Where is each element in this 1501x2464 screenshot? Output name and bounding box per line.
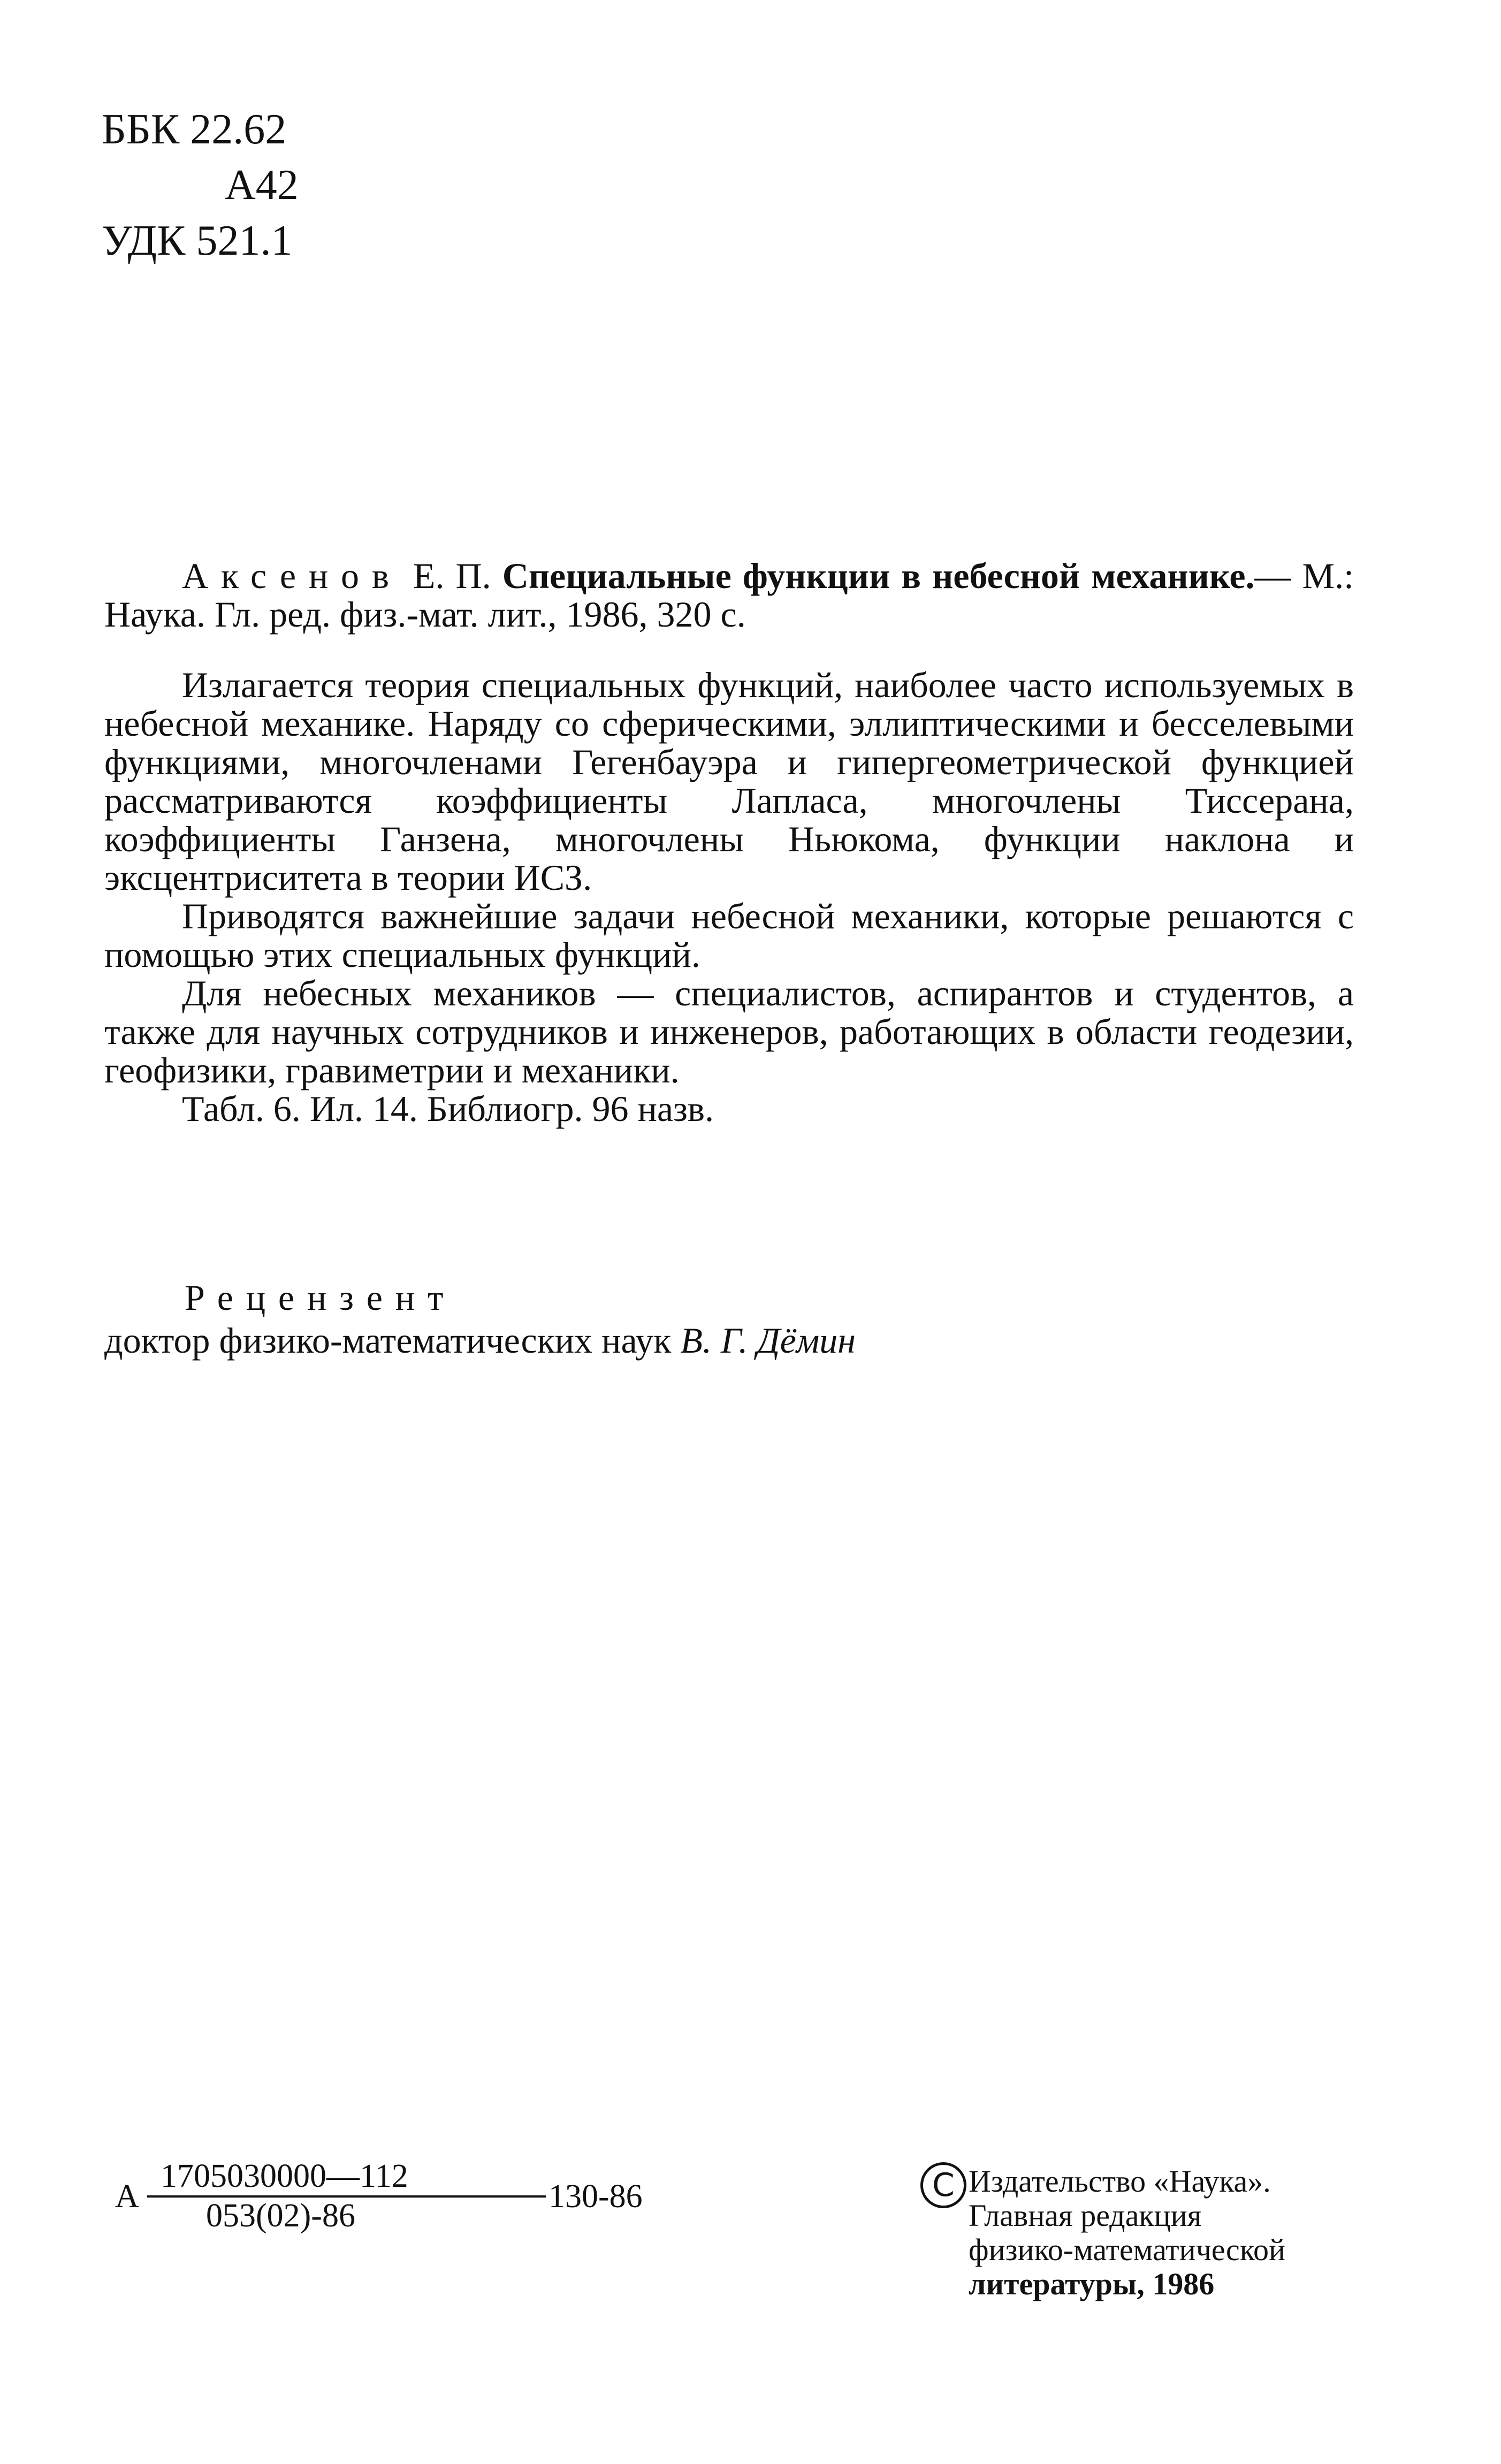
code-prefix: А [115,2178,139,2215]
citation-title: Специальные функции в небесной механике. [502,555,1255,596]
udk-row [102,213,299,269]
abstract-paragraph-2: Приводятся важнейшие задачи небесной механики, которые решаются с помощью этих специальных функций. [104,896,1354,975]
classification-block [102,102,299,269]
abstract-paragraph-1: Излагается теория специальных функций, наиболее часто используемых в небесной механике. Наряду со сферическими, эллиптическими и бесселевыми функциями, многочленами Гегенбауэра и гипергеометрической функцией рассматриваются коэффициенты Лапласа, многочлены Тиссерана, коэффициенты Ганзена, многочлены Ньюкома, функции наклона и эксцентриситета в теории ИСЗ. [104,665,1354,898]
code-denominator: 053(02)-86 [206,2198,355,2234]
publisher-line-4: литературы, 1986 [969,2267,1215,2301]
publisher-lines [969,2164,1285,2301]
bbk-label: ББК [102,106,180,153]
citation-imprint: — М.: Наука. Гл. ред. физ.-мат. лит., 1986, 320 с. [104,555,1354,635]
publisher-line-2: Главная редакция [969,2198,1202,2233]
reviewer-block [104,1276,856,1362]
reviewer-name: В. Г. Дёмин [680,1320,856,1361]
citation-initials: Е. П. [401,555,502,596]
publisher-line-1: Издательство «Наука». [969,2164,1271,2199]
annotation-block [104,556,1354,1128]
abstract-paragraph-3: Для небесных механиков — специалистов, аспирантов и студентов, а также для научных сотрудников и инженеров, работающих в области геодезии, геофизики, гравиметрии и механики. [104,973,1354,1090]
udk-label: УДК [102,217,186,264]
abstract-paragraph-4: Табл. 6. Ил. 14. Библиогр. 96 назв. [182,1088,714,1129]
code-fraction [147,2159,532,2233]
bbk-value: 22.62 [190,106,287,153]
citation [104,556,1354,634]
code-suffix: 130-86 [548,2178,643,2215]
publisher-line-3: физико-математической [969,2232,1286,2267]
reviewer-label: Рецензент [185,1277,456,1318]
citation-author: Аксенов [182,555,402,596]
author-mark: А42 [225,162,299,209]
copyright-icon: C [920,2162,966,2208]
udk-value: 521.1 [196,217,293,264]
code-numerator: 1705030000—112 [147,2159,546,2198]
reviewer-text: доктор физико-математических наук [104,1320,681,1361]
bbk-row [102,102,299,157]
